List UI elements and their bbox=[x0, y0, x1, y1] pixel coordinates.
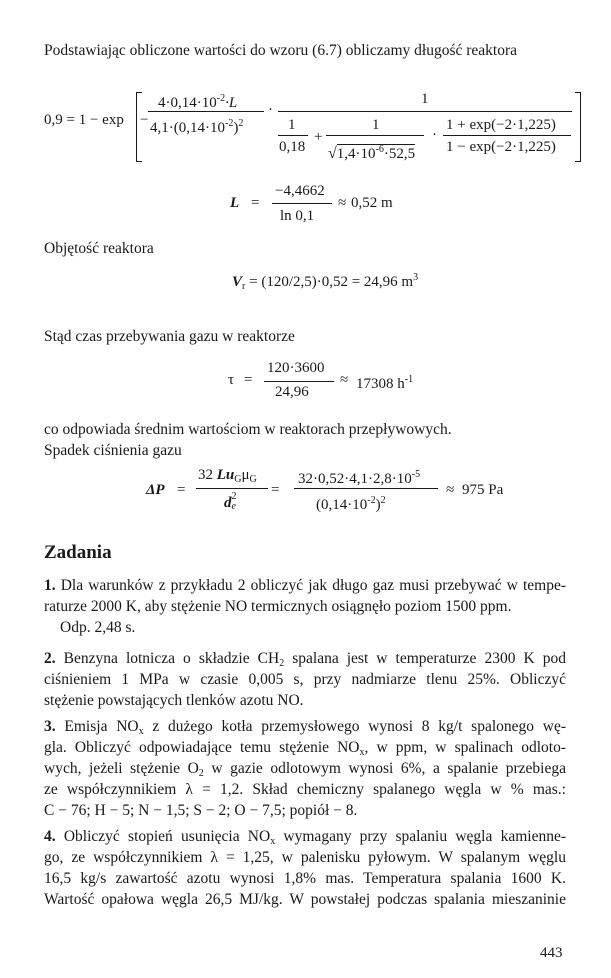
eq5-numerator-2: $32\cdot 0,52\cdot 4,1\cdot 2,8\cdot 10^{-5}$ bbox=[298, 469, 421, 487]
eq1-numerator: $4\cdot 0,14\cdot 10^{-2}\cdot L$ bbox=[158, 93, 238, 111]
eq4-equals: = bbox=[244, 372, 253, 388]
task-3-line-2: gla. Obliczyć odpowiadające temu stężenie $NO_x$, w ppm, w spalinach odloto- bbox=[44, 739, 566, 758]
eq1-fraction-bar-a bbox=[278, 135, 308, 136]
task-3-line-4: ze współczynnikiem λ = 1,2. Skład chemiczny spalanego węgla w % mas.: bbox=[44, 781, 566, 798]
task-1-line-1: 1. Dla warunków z przykładu 2 obliczyć jak długo gaz musi przebywać w tempe- bbox=[44, 577, 566, 594]
eq1-plus: + bbox=[314, 129, 323, 145]
eq1-neg: − bbox=[140, 112, 149, 128]
eq4-approx: ≈ bbox=[340, 372, 349, 388]
eq1-c-den: 1 − exp(−2·1,225) bbox=[446, 139, 556, 155]
eq5-approx: ≈ bbox=[446, 482, 455, 498]
eq1-fraction-bar-big bbox=[278, 111, 572, 112]
eq5-fraction-bar-1 bbox=[196, 488, 268, 489]
eq5-result: 975 Pa bbox=[462, 482, 504, 498]
eq2-fraction-bar bbox=[272, 203, 332, 204]
task-1-line-2: raturze 2000 K, aby stężenie NO termicznych osiągnęło poziom 1500 ppm. bbox=[44, 598, 512, 615]
eq1-b-num: 1 bbox=[372, 117, 380, 133]
eq1-a-den: 0,18 bbox=[279, 139, 306, 155]
task-3-line-1: 3. Emisja $NO_x$ z dużego kotła przemysłowego wynosi 8 kg/t spalonego wę- bbox=[44, 718, 567, 737]
eq5-denominator-1: d 2 e bbox=[224, 491, 237, 512]
volume-label: Objętość reaktora bbox=[44, 240, 154, 257]
eq1-b-den: $√1,4\cdot 10^{-6}\cdot 52,5$ bbox=[328, 144, 416, 162]
task-2-line-2: ciśnieniem 1 MPa w czasie 0,005 s, przy nadmiarze tlenu 25%. Obliczyć bbox=[44, 671, 566, 688]
eq1-dot: · bbox=[268, 102, 273, 118]
page-number: 443 bbox=[540, 945, 563, 961]
eq5-equals-1: = bbox=[177, 482, 186, 498]
eq4-result: 17308 $h^{-1}$ bbox=[356, 374, 414, 392]
eq1-lhs: 0,9 = 1 − exp bbox=[44, 112, 124, 128]
eq1-a-num: 1 bbox=[288, 117, 296, 133]
eq4-denominator: 24,96 bbox=[275, 384, 309, 400]
eq1-fraction-bar-1 bbox=[148, 111, 264, 112]
eq1-denominator: $4,1\cdot(0,14\cdot 10^{-2})^2$ bbox=[150, 118, 244, 136]
eq1-big-numerator: 1 bbox=[421, 91, 429, 107]
eq4-fraction-bar bbox=[264, 381, 334, 382]
eq2-lhs: L bbox=[230, 195, 240, 211]
eq2-approx: ≈ bbox=[338, 195, 347, 211]
pressure-label: Spadek ciśnienia gazu bbox=[44, 442, 182, 459]
eq5-equals-2: = bbox=[271, 482, 280, 498]
eq1-right-bracket bbox=[575, 92, 581, 162]
eq1-c-num: 1 + exp(−2·1,225) bbox=[446, 117, 556, 133]
intro-text: Podstawiając obliczone wartości do wzoru (6.7) obliczamy długość reaktora bbox=[44, 42, 518, 59]
eq5-denominator-2: $(0,14\cdot 10^{-2})^2$ bbox=[316, 495, 386, 513]
task-3-line-3: wych, jeżeli stężenie $O_2$ w gazie odlotowym wynosi 6%, a spalanie przebiega bbox=[44, 760, 566, 779]
eq1-fraction-bar-b bbox=[326, 135, 424, 136]
task-1-answer: Odp. 2,48 s. bbox=[60, 619, 136, 636]
eq2-equals: = bbox=[251, 195, 260, 211]
equation-volume: $V_r = (120/2,5)\cdot 0,52 = 24,96$ $m^3$ bbox=[232, 272, 419, 292]
section-heading: Zadania bbox=[44, 542, 112, 563]
task-4-line-2: go, ze współczynnikiem λ = 1,25, w palenisku pyłowym. W spalanym węglu bbox=[44, 849, 566, 866]
eq2-denominator: ln 0,1 bbox=[280, 208, 315, 224]
eq2-result: 0,52 m bbox=[351, 195, 393, 211]
eq1-dot-2: · bbox=[432, 127, 437, 143]
task-3-line-5: C − 76; H − 5; N − 1,5; S − 2; O − 7,5; popiół − 8. bbox=[44, 802, 358, 819]
task-2-line-1: 2. Benzyna lotnicza o składzie $CH_2$ spalana jest w temperaturze 2300 K pod bbox=[44, 650, 566, 669]
task-4-line-3: 16,5 kg/s zawartość azotu wynosi 1,8% mas. Temperatura spalania 1600 K. bbox=[44, 870, 566, 887]
eq2-numerator: −4,4662 bbox=[275, 183, 325, 199]
eq5-fraction-bar-2 bbox=[294, 488, 438, 489]
task-2-line-3: stężenie powstających tlenków azotu NO. bbox=[44, 692, 304, 709]
eq5-numerator-1: 32 $Lu_G\mu_G$ bbox=[198, 467, 257, 485]
task-4-line-4: Wartość opałowa węgla 26,5 MJ/kg. W powstałej podczas spalania mieszaninie bbox=[44, 891, 566, 908]
average-text: co odpowiada średnim wartościom w reaktorach przepływowych. bbox=[44, 421, 452, 438]
residence-label: Stąd czas przebywania gazu w reaktorze bbox=[44, 328, 295, 345]
task-4-line-1: 4. Obliczyć stopień usunięcia $NO_x$ wymagany przy spalaniu węgla kamienne- bbox=[44, 828, 566, 847]
eq5-lhs: ΔP bbox=[146, 482, 165, 498]
eq4-numerator: 120·3600 bbox=[267, 360, 325, 376]
eq1-fraction-bar-c bbox=[443, 135, 571, 136]
eq4-lhs: τ bbox=[228, 372, 235, 388]
